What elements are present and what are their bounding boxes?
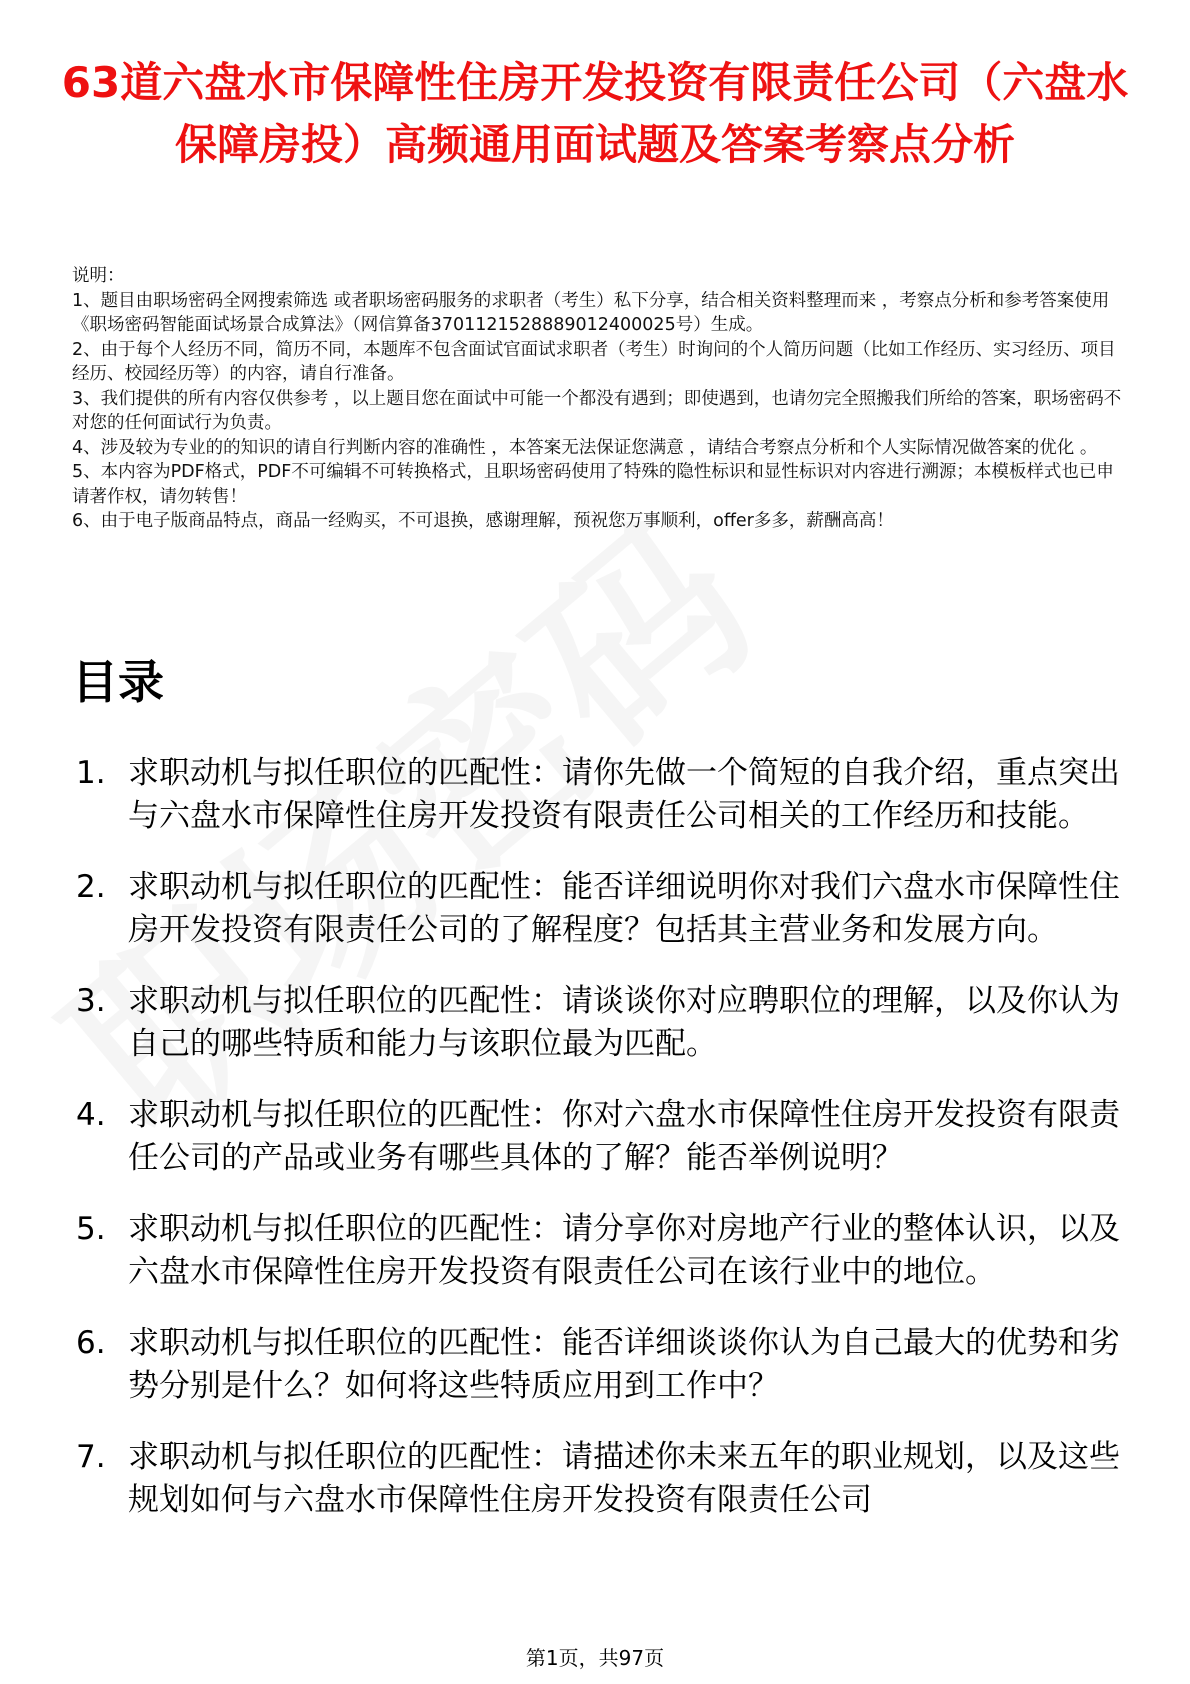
- toc-item-text: 求职动机与拟任职位的匹配性：你对六盘水市保障性住房开发投资有限责任公司的产品或业务有哪些具体的了解？能否举例说明？: [128, 1097, 1120, 1176]
- toc-item-text: 求职动机与拟任职位的匹配性：能否详细谈谈你认为自己最大的优势和劣势分别是什么？如何将这些特质应用到工作中？: [128, 1325, 1120, 1404]
- note-item-3: 3、我们提供的所有内容仅供参考 ，以上题目您在面试中可能一个都没有遇到；即使遇到，也请勿完全照搬我们所给的答案，职场密码不对您的任何面试行为负责。: [72, 388, 1122, 433]
- toc-item-number: 4.: [76, 1097, 106, 1133]
- toc-item-number: 7.: [76, 1439, 106, 1475]
- toc-item-3[interactable]: [72, 980, 1132, 1066]
- toc-item-number: 1.: [76, 755, 106, 791]
- toc-item-1[interactable]: [72, 752, 1132, 838]
- toc-item-text: 求职动机与拟任职位的匹配性：请你先做一个简短的自我介绍，重点突出与六盘水市保障性住房开发投资有限责任公司相关的工作经历和技能。: [128, 755, 1120, 834]
- notes-section: [72, 264, 1122, 534]
- toc-item-number: 6.: [76, 1325, 106, 1361]
- note-item-6: 6、由于电子版商品特点，商品一经购买，不可退换，感谢理解，预祝您万事顺利，offer多多，薪酬高高！: [72, 511, 894, 531]
- toc-item-text: 求职动机与拟任职位的匹配性：请谈谈你对应聘职位的理解，以及你认为自己的哪些特质和能力与该职位最为匹配。: [128, 983, 1120, 1062]
- toc-item-4[interactable]: [72, 1094, 1132, 1180]
- toc-item-5[interactable]: [72, 1208, 1132, 1294]
- toc-item-number: 3.: [76, 983, 106, 1019]
- toc-item-7[interactable]: [72, 1436, 1132, 1522]
- toc-item-text: 求职动机与拟任职位的匹配性：能否详细说明你对我们六盘水市保障性住房开发投资有限责任公司的了解程度？包括其主营业务和发展方向。: [128, 869, 1120, 948]
- note-item-5: 5、本内容为PDF格式，PDF不可编辑不可转换格式，且职场密码使用了特殊的隐性标识和显性标识对内容进行溯源；本模板样式也已申请著作权，请勿转售！: [72, 462, 1114, 507]
- toc-heading: 目录: [72, 655, 164, 709]
- toc-item-text: 求职动机与拟任职位的匹配性：请分享你对房地产行业的整体认识，以及六盘水市保障性住房开发投资有限责任公司在该行业中的地位。: [128, 1211, 1120, 1290]
- toc-item-number: 5.: [76, 1211, 106, 1247]
- note-item-4: 4、涉及较为专业的的知识的请自行判断内容的准确性 ，本答案无法保证您满意 ，请结合考察点分析和个人实际情况做答案的优化 。: [72, 437, 1098, 458]
- note-item-2: 2、由于每个人经历不同，简历不同，本题库不包含面试官面试求职者（考生）时询问的个人简历问题（比如工作经历、实习经历、项目经历、校园经历等）的内容，请自行准备。: [72, 339, 1116, 384]
- page-footer: 第1页，共97页: [525, 1646, 665, 1670]
- note-item-1: 1、题目由职场密码全网搜索筛选 或者职场密码服务的求职者（考生）私下分享，结合相关资料整理而来 ，考察点分析和参考答案使用《职场密码智能面试场景合成算法》（网信算备3701121528889012400025号）生成。: [72, 290, 1110, 335]
- toc-item-number: 2.: [76, 869, 106, 905]
- toc-list: [72, 752, 1132, 1550]
- notes-heading: 说明：: [72, 266, 125, 286]
- toc-item-6[interactable]: [72, 1322, 1132, 1408]
- toc-item-text: 求职动机与拟任职位的匹配性：请描述你未来五年的职业规划，以及这些规划如何与六盘水市保障性住房开发投资有限责任公司: [128, 1439, 1120, 1518]
- toc-item-2[interactable]: [72, 866, 1132, 952]
- document-title: 63道六盘水市保障性住房开发投资有限责任公司（六盘水保障房投）高频通用面试题及答案考察点分析: [61, 58, 1129, 169]
